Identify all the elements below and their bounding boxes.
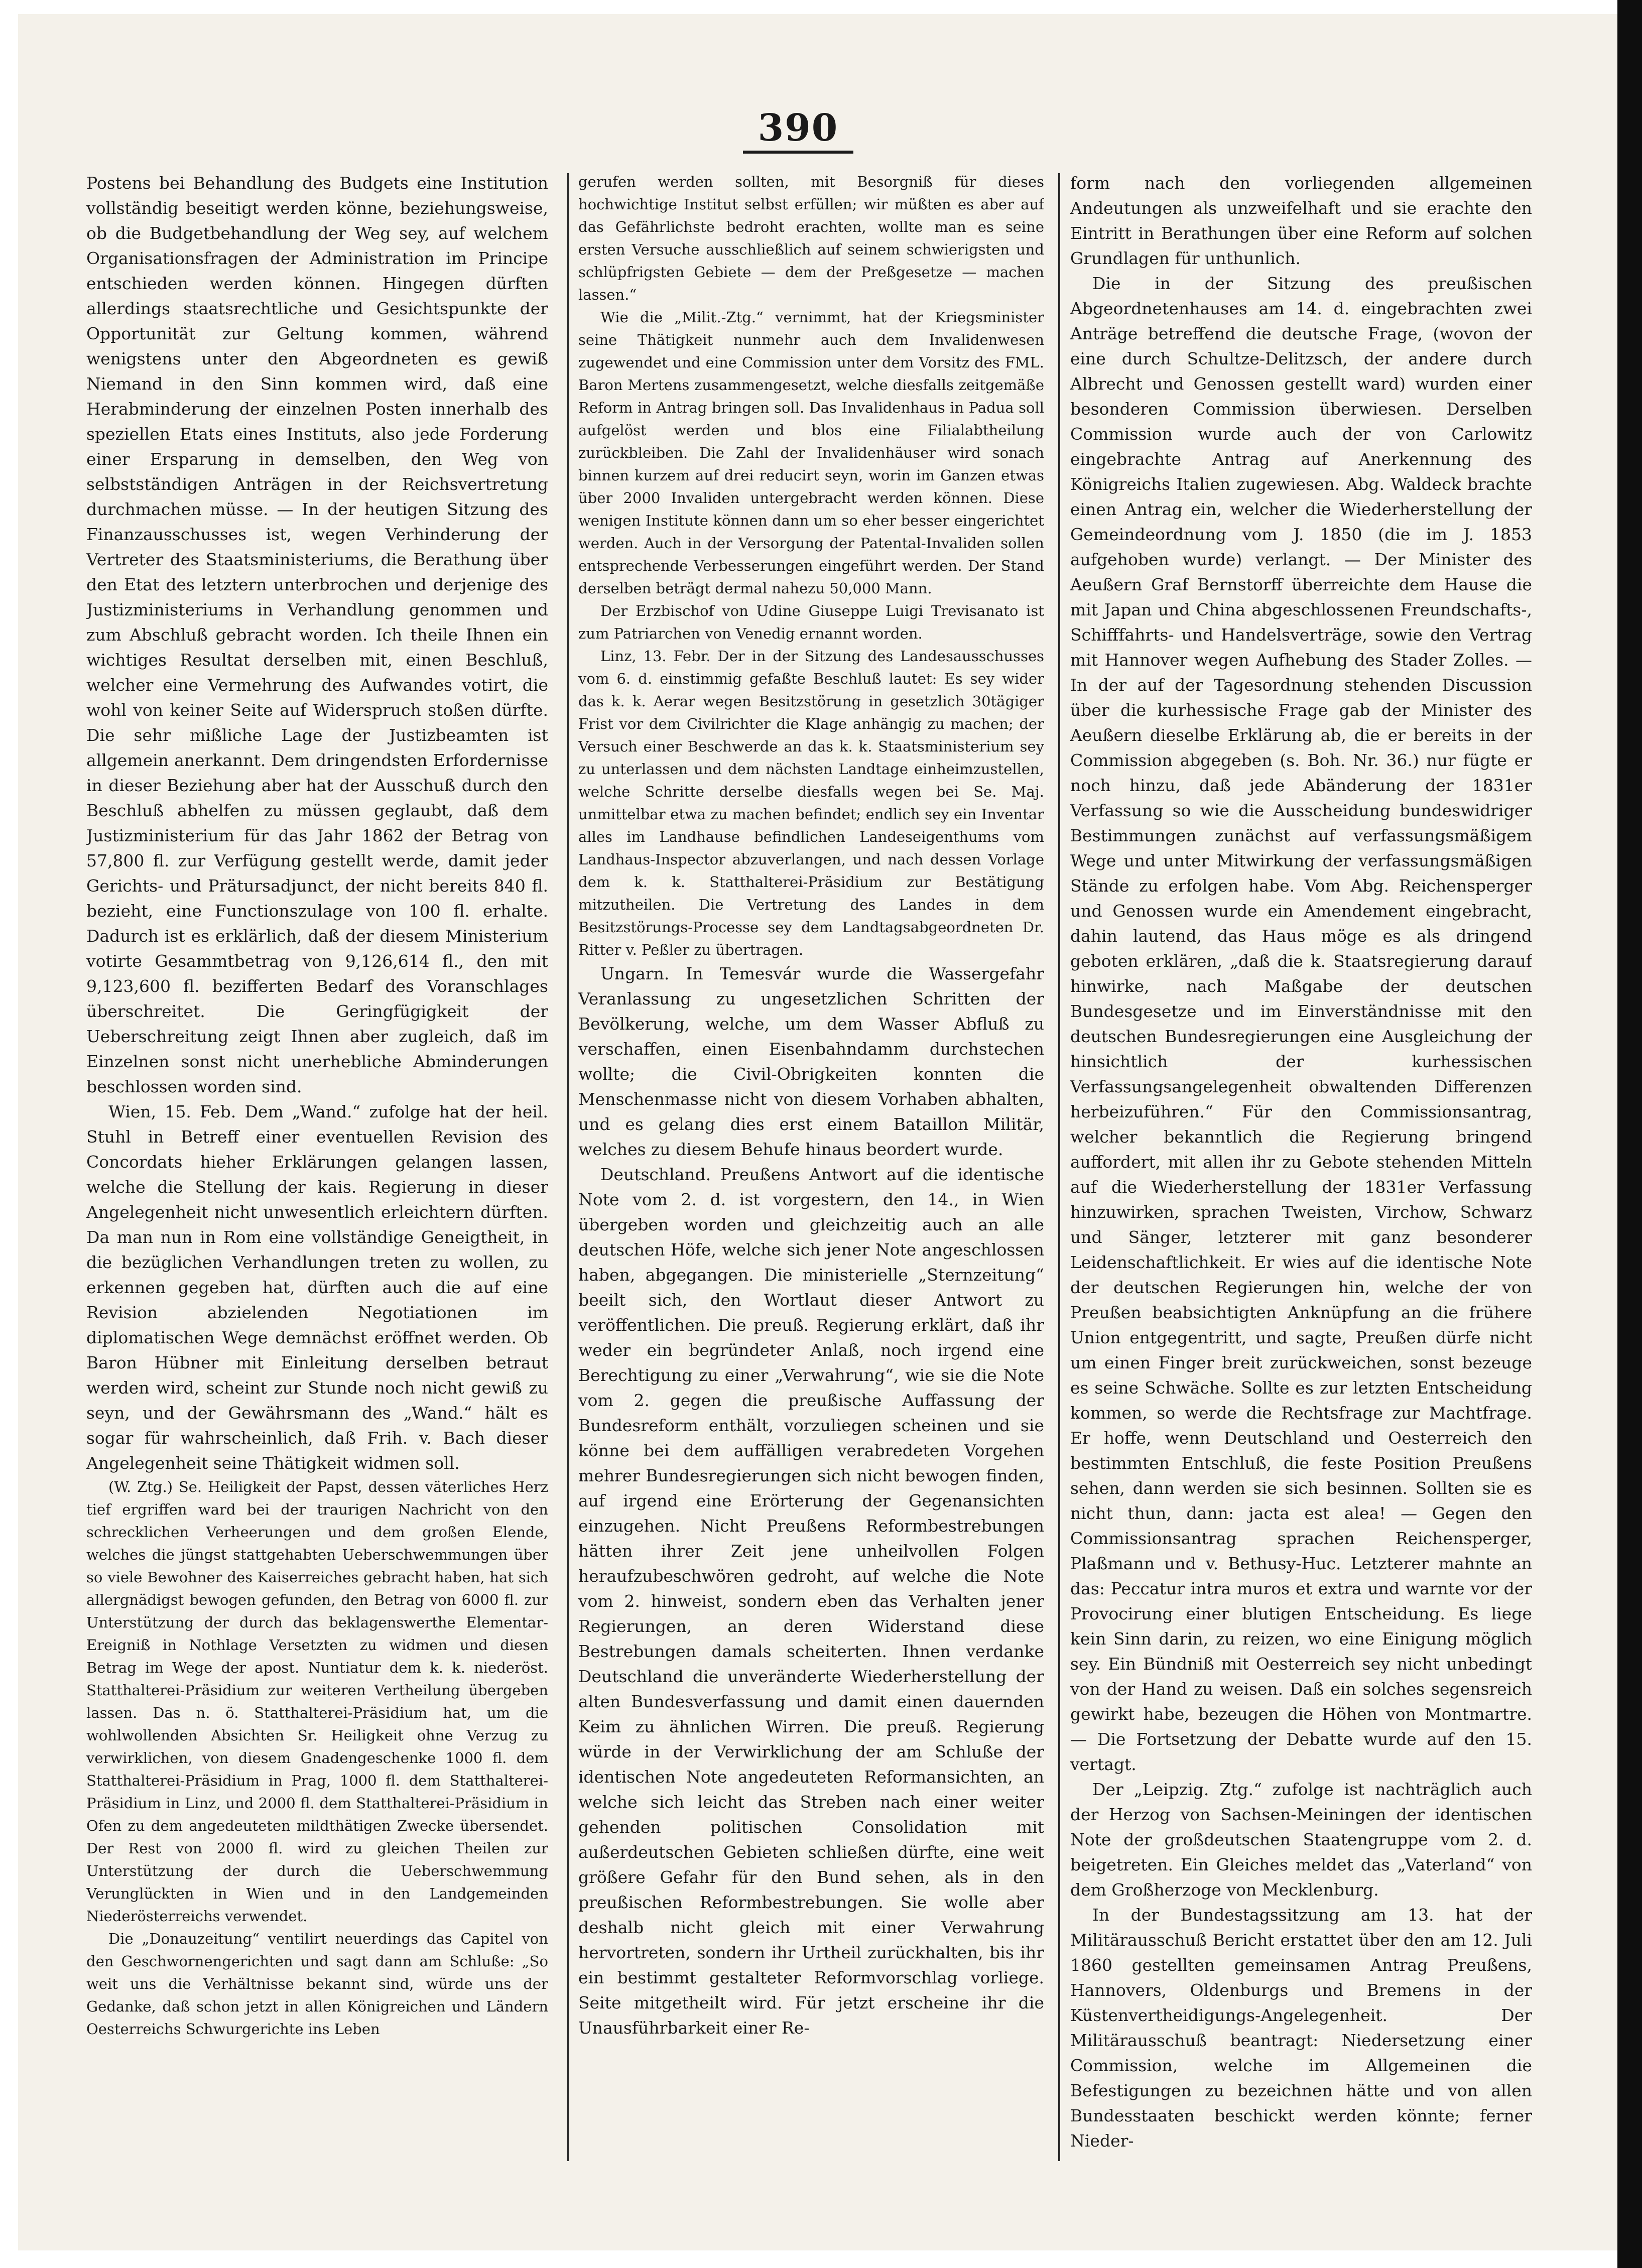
paragraph: gerufen werden sollten, mit Besorgniß für dieses hochwichtige Institut selbst erfüllen; wir müßten es aber auf das Gefährlichste bedroht erachten, wollte man es seine ersten Versuche ausschließlich auf seinem schwierigsten und schlüpfrigsten Gebiete — dem der Preßgesetze — machen lassen.“ xyxy=(578,173,1044,303)
column-rule xyxy=(1058,173,1060,2161)
paragraph: Wie die „Milit.-Ztg.“ vernimmt, hat der Kriegsminister seine Thätigkeit nunmehr auch dem Invalidenwesen zugewendet und eine Commission unter dem Vorsitz des FML. Baron Mertens zusammengesetzt, welche diesfalls zeitgemäße Reform in Antrag bringen soll. Das Invalidenhaus in Padua soll aufgelöst werden und blos eine Filialabtheilung zurückbleiben. Die Zahl der Invalidenhäuser wird sonach binnen kurzem auf drei reducirt seyn, worin im Ganzen etwas über 2000 Invaliden untergebracht werden können. Diese wenigen Institute können dann um so eher besser eingerichtet werden. Auch in der Versorgung der Patental-Invaliden sollen entsprechende Verbesserungen eingeführt werden. Der Stand derselben beträgt dermal nahezu 50,000 Mann. xyxy=(578,309,1044,597)
column-2 xyxy=(578,171,1044,2174)
paragraph: Linz, 13. Febr. Der in der Sitzung des Landesausschusses vom 6. d. einstimmig gefaßte Beschluß lautet: Es sey wider das k. k. Aerar wegen Besitzstörung in gesetzlich 30tägiger Frist vor dem Civilrichter die Klage anhängig zu machen; der Versuch einer Beschwerde an das k. k. Staatsministerium sey zu unterlassen und dem nächsten Landtage einheimzustellen, welche Schritte derselbe diesfalls wegen bei Se. Maj. unmittelbar etwa zu machen befindet; endlich sey ein Inventar alles im Landhause befindlichen Landeseigenthums vom Landhaus-Inspector abzuverlangen, und nach dessen Vorlage dem k. k. Statthalterei-Präsidium zur Bestätigung mitzutheilen. Die Vertretung des Landes in dem Besitzstörungs-Processe sey dem Landtagsabgeordneten Dr. Ritter v. Peßler zu übertragen. xyxy=(578,648,1044,958)
paragraph: (W. Ztg.) Se. Heiligkeit der Papst, dessen väterliches Herz tief ergriffen ward bei der traurigen Nachricht von den schrecklichen Verheerungen und dem großen Elende, welches die jüngst stattgehabten Ueberschwemmungen über so viele Bewohner des Kaiserreiches gebracht haben, hat sich allergnädigst bewogen gefunden, den Betrag von 6000 fl. zur Unterstützung der durch das beklagenswerthe Elementar-Ereigniß in Nothlage Versetzten zu widmen und diesen Betrag im Wege der apost. Nuntiatur dem k. k. niederöst. Statthalterei-Präsidium zur weiteren Vertheilung übergeben lassen. Das n. ö. Statthalterei-Präsidium hat, um die wohlwollenden Absichten Sr. Heiligkeit ohne Verzug zu verwirklichen, von diesem Gnadengeschenke 1000 fl. dem Statthalterei-Präsidium in Prag, 1000 fl. dem Statthalterei-Präsidium in Linz, und 2000 fl. dem Statthalterei-Präsidium in Ofen zu dem angedeuteten mildthätigen Zwecke übersendet. Der Rest von 2000 fl. wird zu gleichen Theilen zur Unterstützung der durch die Ueberschwemmung Verunglückten in Wien und in den Landgemeinden Niederösterreichs verwendet. xyxy=(86,1478,548,1925)
paragraph: Deutschland. Preußens Antwort auf die identische Note vom 2. d. ist vorgestern, den 14., in Wien übergeben worden und gleichzeitig auch an alle deutschen Höfe, welche sich jener Note angeschlossen haben, abgegangen. Die ministerielle „Sternzeitung“ beeilt sich, den Wortlaut dieser Antwort zu veröffentlichen. Die preuß. Regierung erklärt, daß ihr weder ein begründeter Anlaß, noch irgend eine Berechtigung zu einer „Verwahrung“, wie sie die Note vom 2. gegen die preußische Auffassung der Bundesreform enthält, vorzuliegen scheinen und sie könne bei dem auffälligen verabredeten Vorgehen mehrer Bundesregierungen sich nicht bewogen finden, auf irgend eine Erörterung der Gegenansichten einzugehen. Nicht Preußens Reformbestrebungen hätten ihrer Zeit jene unheilvollen Folgen heraufzubeschwören gedroht, auf welche die Note vom 2. hinweist, sondern eben das Verhalten jener Regierungen, an deren Widerstand diese Bestrebungen damals scheiterten. Ihnen verdanke Deutschland die unveränderte Wiederherstellung der alten Bundesverfassung und damit einen dauernden Keim zu ähnlichen Wirren. Die preuß. Regierung würde in der Verwirklichung der am Schluße der identischen Note angedeuteten Reformansichten, an welche sich leicht das Streben nach einer weiter gehenden politischen Consolidation mit außerdeutschen Gebieten schließen dürfte, eine weit größere Gefahr für den Bund sehen, als in den preußischen Reformbestrebungen. Sie wolle aber deshalb nicht gleich mit einer Verwahrung hervortreten, sondern ihr Urtheil zurückhalten, bis ihr ein bestimmt gestalteter Reformvorschlag vorliege. Seite mitgetheilt wird. Für jetzt erscheine ihr die Unausführbarkeit einer Re- xyxy=(578,1165,1044,2038)
column-3 xyxy=(1070,171,1532,2174)
paragraph: Wien, 15. Feb. Dem „Wand.“ zufolge hat der heil. Stuhl in Betreff einer eventuellen Revision des Concordats hieher Erklärungen gelangen lassen, welche die Stellung der kais. Regierung in dieser Angelegenheit nicht unwesentlich erleichtern dürften. Da man nun in Rom eine vollständige Geneigtheit, in die bezüglichen Verhandlungen treten zu wollen, zu erkennen gegeben hat, dürften auch die auf eine Revision abzielenden Negotiationen im diplomatischen Wege demnächst eröffnet werden. Ob Baron Hübner mit Einleitung derselben betraut werden wird, scheint zur Stunde noch nicht gewiß zu seyn, und der Gewährsmann des „Wand.“ hält es sogar für wahrscheinlich, daß Frih. v. Bach dieser Angelegenheit seine Thätigkeit widmen soll. xyxy=(86,1102,548,1473)
paragraph: Der „Leipzig. Ztg.“ zufolge ist nachträglich auch der Herzog von Sachsen-Meiningen der identischen Note der großdeutschen Staatengruppe vom 2. d. beigetreten. Ein Gleiches meldet das „Vaterland“ von dem Großherzoge von Mecklenburg. xyxy=(1070,1780,1532,1900)
paragraph: In der Bundestagssitzung am 13. hat der Militärausschuß Bericht erstattet über den am 12. Juli 1860 gestellten gemeinsamen Antrag Preußens, Hannovers, Oldenburgs und Bremens in der Küstenvertheidigungs-Angelegenheit. Der Militärausschuß beantragt: Niedersetzung einer Commission, welche im Allgemeinen die Befestigungen zu bezeichnen hätte und von allen Bundesstaaten beschickt werden könnte; ferner Nieder- xyxy=(1070,1905,1532,2151)
column-1 xyxy=(86,171,548,2174)
page-number: 390 xyxy=(757,106,839,150)
paragraph: Ungarn. In Temesvár wurde die Wassergefahr Veranlassung zu ungesetzlichen Schritten der Bevölkerung, welche, um dem Wasser Abfluß zu verschaffen, einen Eisenbahndamm durchstechen wollte; die Civil-Obrigkeiten konnten die Menschenmasse nicht von diesem Vorhaben abhalten, und es gelang dies erst einem Bataillon Militär, welches zu diesem Behufe hinaus beordert wurde. xyxy=(578,964,1044,1159)
scan-border xyxy=(1617,0,1642,2268)
paragraph: Der Erzbischof von Udine Giuseppe Luigi Trevisanato ist zum Patriarchen von Venedig ernannt worden. xyxy=(578,602,1044,642)
column-rule xyxy=(567,173,569,2161)
paragraph: form nach den vorliegenden allgemeinen Andeutungen als unzweifelhaft und sie erachte den Eintritt in Berathungen über eine Reform auf solchen Grundlagen für unthunlich. xyxy=(1070,173,1532,268)
page-number-underline xyxy=(743,151,853,154)
paragraph: Die in der Sitzung des preußischen Abgeordnetenhauses am 14. d. eingebrachten zwei Anträge betreffend die deutsche Frage, (wovon der eine durch Schultze-Delitzsch, der andere durch Albrecht und Genossen gestellt ward) wurden einer besonderen Commission überwiesen. Derselben Commission wurde auch der von Carlowitz eingebrachte Antrag auf Anerkennung des Königreichs Italien zugewiesen. Abg. Waldeck brachte einen Antrag ein, welcher die Wiederherstellung der Gemeindeordnung vom J. 1850 (die im J. 1853 aufgehoben wurde) verlangt. — Der Minister des Aeußern Graf Bernstorff überreichte dem Hause die mit Japan und China abgeschlossenen Freundschafts-, Schifffahrts- und Handelsverträge, sowie den Vertrag mit Hannover wegen Aufhebung des Stader Zolles. — In der auf der Tagesordnung stehenden Discussion über die kurhessische Frage gab der Minister des Aeußern dieselbe Erklärung ab, die er bereits in der Commission abgegeben (s. Boh. Nr. 36.) nur fügte er noch hinzu, daß jede Abänderung der 1831er Verfassung so wie die Ausscheidung bundeswidriger Bestimmungen zunächst auf verfassungsmäßigem Wege und unter Mitwirkung der verfassungsmäßigen Stände zu erfolgen habe. Vom Abg. Reichensperger und Genossen wurde ein Amendement eingebracht, dahin lautend, das Haus möge es als dringend geboten erklären, „daß die k. Staatsregierung darauf hinwirke, nach Maßgabe der deutschen Bundesgesetze und im Einverständnisse mit den deutschen Bundesregierungen eine Ausgleichung der hinsichtlich der kurhessischen Verfassungsangelegenheit obwaltenden Differenzen herbeizuführen.“ Für den Commissionsantrag, welcher bekanntlich die Regierung bringend auffordert, mit allen ihr zu Gebote stehenden Mitteln auf die Wiederherstellung der 1831er Verfassung hinzuwirken, sprachen Tweisten, Virchow, Schwarz und Sänger, letzterer mit ganz besonderer Leidenschaftlichkeit. Er wies auf die identische Note der deutschen Regierungen hin, welche der von Preußen beabsichtigten Anknüpfung an die frühere Union entgegentritt, und sagte, Preußen dürfe nicht um einen Finger breit zurückweichen, sonst bezeuge es seine Schwäche. Sollte es zur letzten Entscheidung kommen, so werde die Rechtsfrage zur Machtfrage. Er hoffe, wenn Deutschland und Oesterreich den bestimmten Entschluß, die feste Position Preußens sehen, dann werden sie sich besinnen. Sollten sie es nicht thun, dann: jacta est alea! — Gegen den Commissionsantrag sprachen Reichensperger, Plaßmann und v. Bethusy-Huc. Letzterer mahnte an das: Peccatur intra muros et extra und warnte vor der Provocirung einer blutigen Entscheidung. Es liege kein Sinn darin, zu reizen, wo eine Einigung möglich sey. Ein Bündniß mit Oesterreich sey nicht unbedingt von der Hand zu weisen. Daß ein solches segensreich gewirkt habe, bezeugen die Höhen von Montmartre. — Die Fortsetzung der Debatte wurde auf den 15. vertagt. xyxy=(1070,274,1532,1774)
paragraph: Postens bei Behandlung des Budgets eine Institution vollständig beseitigt werden könne, beziehungsweise, ob die Budgetbehandlung der Weg sey, auf welchem Organisationsfragen der Administration im Principe entschieden werden können. Hingegen dürften allerdings staatsrechtliche und Gesichtspunkte der Opportunität zur Geltung kommen, während wenigstens unter den Abgeordneten es gewiß Niemand in den Sinn kommen wird, daß eine Herabminderung der einzelnen Posten innerhalb des speziellen Etats eines Instituts, also jede Forderung einer Ersparung in demselben, den Weg von selbstständigen Anträgen in der Reichsvertretung durchmachen müsse. — In der heutigen Sitzung des Finanzausschusses ist, wegen Verhinderung der Vertreter des Staatsministeriums, die Berathung über den Etat des letztern unterbrochen und derjenige des Justizministeriums in Verhandlung genommen und zum Abschluß gebracht worden. Ich theile Ihnen ein wichtiges Resultat derselben mit, einen Beschluß, welcher eine Vermehrung des Aufwandes votirt, die wohl von keiner Seite auf Widerspruch stoßen dürfte. Die sehr mißliche Lage der Justizbeamten ist allgemein anerkannt. Dem dringendsten Erfordernisse in dieser Beziehung aber hat der Ausschuß durch den Beschluß abhelfen zu müssen geglaubt, daß dem Justizministerium für das Jahr 1862 der Betrag von 57,800 fl. zur Verfügung gestellt werde, damit jeder Gerichts- und Prätursadjunct, der nicht bereits 840 fl. bezieht, eine Functionszulage von 100 fl. erhalte. Dadurch ist es erklärlich, daß der diesem Ministerium votirte Gesammtbetrag von 9,126,614 fl., den mit 9,123,600 fl. bezifferten Bedarf des Voranschlages überschreitet. Die Geringfügigkeit der Ueberschreitung zeigt Ihnen aber zugleich, daß im Einzelnen sonst nicht unerhebliche Abminderungen beschlossen worden sind. xyxy=(86,173,548,1096)
paragraph: Die „Donauzeitung“ ventilirt neuerdings das Capitel von den Geschwornengerichten und sagt dann am Schluße: „So weit uns die Verhältnisse bekannt sind, würde uns der Gedanke, daß schon jetzt in allen Königreichen und Ländern Oesterreichs Schwurgerichte ins Leben xyxy=(86,1930,548,2038)
